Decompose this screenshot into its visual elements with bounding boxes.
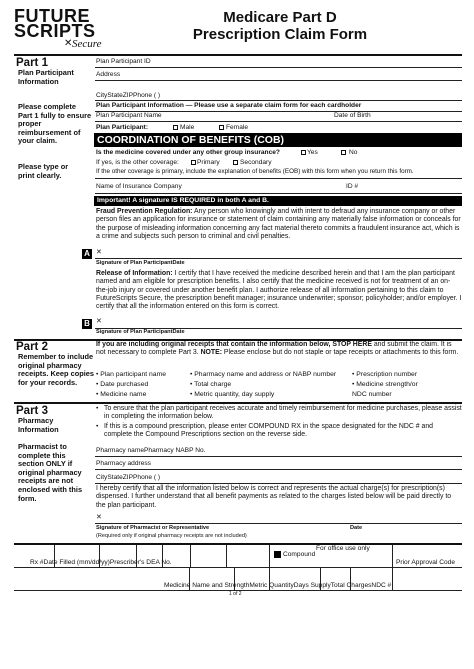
part2-col2-item: • Pharmacy name and address or NABP number [190, 371, 337, 378]
participant-name-label: Plan Participant Name [96, 112, 162, 119]
divider [14, 567, 462, 568]
participant-id-label: Plan Participant ID [96, 58, 151, 65]
part3-subheading: Pharmacy Information [18, 416, 59, 434]
cob-title: COORDINATION OF BENEFITS (COB) [97, 134, 285, 146]
release-paragraph [96, 270, 462, 311]
form-title [150, 9, 410, 43]
part3-bullet: To ensure that the plan participant receives accurate and timely reimbursement for medicine purchases, please assist in completing the information below. [104, 405, 462, 421]
logo-line2: SCRIPTS [14, 21, 96, 41]
logo-x-mark: ✕ [64, 38, 73, 49]
secondary-label: Secondary [240, 159, 272, 166]
part2-intro-rest: and submit the claim. It is not necessary to complete Part 3. [96, 341, 452, 357]
insurance-company-label: Name of Insurance Company [96, 183, 182, 190]
part3-heading: Part 3 [16, 405, 48, 417]
logo [14, 8, 124, 54]
cob-question: Is the medicine covered under any other group insurance? [96, 149, 280, 156]
divider [190, 545, 191, 567]
part2-side-note: Remember to include original pharmacy receipts. Keep copies for your records. [18, 352, 94, 387]
cob-no-label: No [349, 149, 358, 156]
pharmacist-signature-label: Signature of Pharmacist or Representative [96, 525, 210, 531]
pharmacy-city-state-zip-phone-field[interactable] [95, 483, 462, 484]
fraud-text: Any person who knowingly and with intent to defraud any insurance company or other person files an application for insurance or statement of claim containing any materially false information or conceals for the purpose of misleading information concerning any fact material thereto commits a fraudulent insurance act, which is a crime and subjects such person to criminal and civil penalties. [96, 208, 461, 240]
part2-col1-item: • Plan participant name [96, 371, 167, 378]
cob-no-checkbox[interactable] [341, 150, 346, 155]
insurance-id-label: ID # [346, 183, 359, 190]
pharmacy-name-label: Pharmacy namePharmacy NABP No. [96, 447, 206, 454]
address-label: Address [96, 71, 121, 78]
insurance-company-field[interactable] [95, 193, 462, 194]
part3-side-note: Pharmacist to complete this section ONLY if original pharmacy receipts are not enclosed with this form. [18, 442, 83, 503]
male-checkbox[interactable] [173, 125, 178, 130]
pharmacist-certification: I hereby certify that all the information listed below is correct and represents the actual charge(s) for prescription(s) dispensed. I further understand that all benefit payments as related to the charges listed below will be paid directly to the plan participant. [96, 485, 452, 509]
participant-id-field[interactable] [95, 67, 462, 68]
logo-tagline: Secure [72, 38, 102, 50]
part2-note-rest: Please enclose but do not staple or tape receipts or attachments to this form. [222, 349, 459, 357]
fraud-title: Fraud Prevention Regulation: [96, 208, 193, 215]
release-text: I certify that I have received the medicine described herein and that I am the plan participant named and am eligible for prescription benefits. I also certify that the medicine received is not for treatment of an on-the-job injury or covered under another benefit plan. I authorize release of all information pertaining to this claim to FutureScripts Secure, the prescription benefit manager; insurance underwriter; sponsor; policyholder; and/or employer. I certify that all the information entered on this form is correct. [96, 270, 462, 311]
address-field[interactable] [95, 80, 462, 81]
part1-instructions: Please complete Part 1 fully to ensure proper reimbursement of your claim. [18, 102, 92, 146]
cob-yes-label: Yes [307, 149, 318, 156]
part2-col3-item: NDC number [352, 391, 392, 398]
part2-col1-item: • Date purchased [96, 381, 149, 388]
part2-col2-item: • Metric quantity, day supply [190, 391, 275, 398]
compound-label: Compound [283, 551, 316, 558]
primary-checkbox[interactable] [191, 160, 196, 165]
signature-a-label: Signature of Plan ParticipantDate [96, 260, 185, 266]
pharmacy-address-field[interactable] [95, 469, 462, 470]
form-title-line1: Medicare Part D [223, 9, 337, 26]
important-text: Important! A signature IS REQUIRED in both A and B. [97, 197, 269, 204]
female-label: Female [226, 124, 248, 131]
pharmacy-name-field[interactable] [95, 456, 462, 457]
female-checkbox[interactable] [219, 125, 224, 130]
primary-label: Primary [197, 159, 220, 166]
signature-a-marker: A [82, 249, 92, 259]
row-headers: Rx #Date Filled (mm/dd/yy)Prescriber's DEA No. [30, 559, 172, 566]
part2-intro-bold: If you are including original receipts that contain the information below, STOP HERE [96, 341, 372, 348]
cob-yes-checkbox[interactable] [301, 150, 306, 155]
pharmacy-address-label: Pharmacy address [96, 460, 151, 467]
pharmacy-city-state-zip-phone-label: CityStateZIPPhone ( ) [96, 474, 161, 481]
claim-table [14, 545, 462, 591]
part1-heading: Part 1 [16, 57, 48, 69]
part2-heading: Part 2 [16, 341, 48, 353]
signature-a-line[interactable] [95, 258, 462, 259]
part3-bullet-marker: • [96, 405, 99, 412]
part2-intro [96, 341, 462, 358]
bottom-headers: Medicine Name and StrengthMetric QuantityDays SupplyTotal ChargesNDC # [164, 582, 392, 589]
signature-a-x: ✕ [96, 249, 102, 256]
pharmacist-signature-line[interactable] [95, 523, 462, 524]
pharmacist-date-label: Date [350, 525, 363, 531]
form-title-line2: Prescription Claim Form [192, 26, 368, 43]
part1-subheading: Plan Participant Information [18, 68, 74, 86]
part3-divider [14, 402, 462, 404]
pharmacist-required-note: (Required only if original pharmacy receipts are not included) [96, 533, 247, 539]
signature-b-label: Signature of Plan ParticipantDate [96, 329, 185, 335]
other-primary-note: If the other coverage is primary, include the explanation of benefits (EOB) with this form when you return this form. [96, 168, 414, 175]
signature-b-marker: B [82, 319, 92, 329]
part3-bullet: If this is a compound prescription, please enter COMPOUND RX in the space designated for the NDC # and complete the Compound Prescriptions section on the reverse side. [104, 423, 433, 439]
part2-col3-item: • Prescription number [352, 371, 418, 378]
prior-approval-label: Prior Approval Code [396, 559, 456, 566]
participant-name-field[interactable] [95, 121, 462, 122]
logo-line1: FUTURE [14, 6, 90, 26]
part2-col2-item: • Total charge [190, 381, 232, 388]
city-state-zip-phone-field[interactable] [95, 100, 462, 101]
male-label: Male [180, 124, 195, 131]
part2-col1-item: • Medicine name [96, 391, 147, 398]
secondary-checkbox[interactable] [233, 160, 238, 165]
part2-note-bold: NOTE: [200, 349, 222, 357]
top-divider [14, 54, 462, 56]
participant-info-header: Plan Participant Information — Please use a separate claim form for each cardholder [96, 102, 362, 109]
important-bar [94, 196, 462, 206]
part3-bullet-marker: • [96, 423, 99, 430]
participant-sex-label: Plan Participant: [96, 124, 149, 131]
cob-title-bar [94, 133, 462, 147]
office-use-label: For office use only [316, 545, 370, 552]
signature-b-x: ✕ [96, 318, 102, 325]
fraud-paragraph [96, 208, 462, 241]
part2-col3-item: • Medicine strength/or [352, 381, 418, 388]
pharmacist-signature-x: ✕ [96, 514, 102, 521]
page-number: 1 of 2 [229, 591, 242, 597]
divider [226, 545, 227, 567]
date-of-birth-label: Date of Birth [334, 112, 371, 119]
compound-checkbox[interactable] [274, 551, 281, 558]
divider [392, 545, 393, 591]
part1-note: Please type or print clearly. [18, 162, 69, 180]
other-coverage-label: If yes, is the other coverage: [96, 159, 179, 166]
release-title: Release of Information: [96, 270, 173, 277]
divider [95, 178, 462, 179]
city-state-zip-phone-label: CityStateZIPPhone ( ) [96, 92, 161, 99]
